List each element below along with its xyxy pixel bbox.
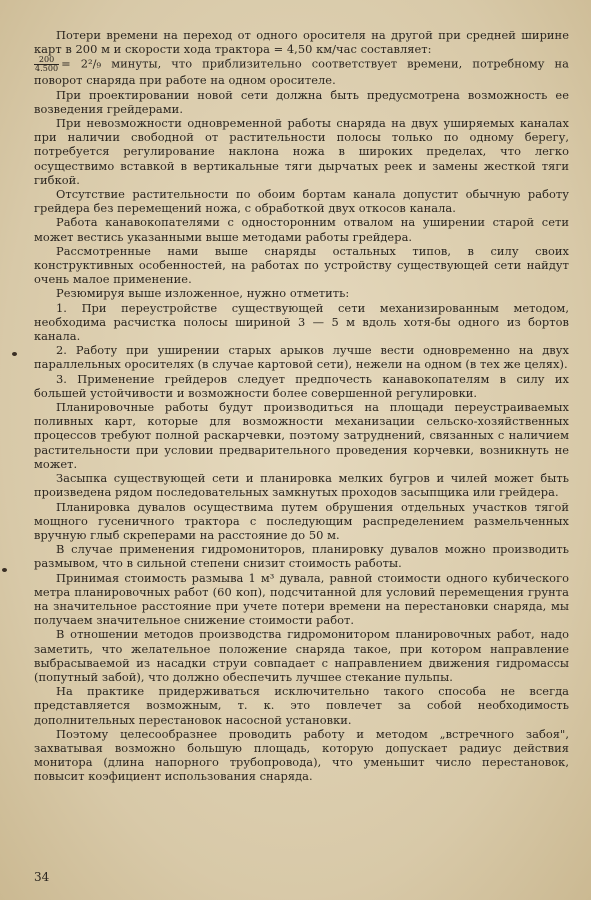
paragraph: На практике придерживаться исключительно такого способа не всегда представляется возможным, т. к. это повлечет за собой необходимость дополнительных перестановок насосной установки. <box>34 684 569 727</box>
paragraph: Резюмируя выше изложенное, нужно отметить: <box>56 286 350 301</box>
fraction-result: = 2²/₉ <box>61 56 102 71</box>
paragraph: Работа канавокопателями с односторонним отвалом на уширении старой сети может вестись указанными выше методами работы грейдера. <box>34 215 569 244</box>
paragraph: Поэтому целесообразнее проводить работу и методом „встречного забоя", захватывая возможно большую площадь, которую допускает радиус действия монитора (длина напорного трубопровода), что уменьшит число перестановок, повысит коэфициент использования снаряда. <box>34 726 569 784</box>
paragraph: Принимая стоимость размыва 1 м³ дувала, равной стоимости одного кубического метра планировочных работ (60 коп), подсчитанной для условий перемещения грунта на значительное расстояние при учете потери времени на перестановки снаряда, мы получаем значительное снижение стоимости работ. <box>34 570 569 628</box>
body-text <box>34 28 569 784</box>
page-number: 34 <box>34 870 50 884</box>
ink-spot <box>2 568 7 572</box>
paragraph: минуты, что приблизительно соответствует времени, потребному на поворот снаряда при работе на одном оросителе. <box>34 56 569 88</box>
fraction-line <box>34 56 569 87</box>
paragraph: Планировка дувалов осуществима путем обрушения отдельных участков тягой мощного гусеничного трактора с последующим распределением размельченных вручную глыб скреперами на расстояние до 50 м. <box>34 499 569 542</box>
list-item: 2. Работу при уширении старых арыков лучше вести одновременно на двух параллельных оросителях (в случае картовой сети), нежели на одном (в тех же целях). <box>34 343 569 372</box>
paragraph: Засыпка существующей сети и планировка мелких бугров и чилей может быть произведена рядом последовательных замкнутых проходов засыпщика или грейдера. <box>34 471 569 500</box>
paragraph: Планировочные работы будут производиться на площади переустраиваемых поливных карт, которые для возможности механизации сельско-хозяйственных процессов требуют полной раскарчевки, поэтому затруднений, связанных с наличием растительности при условии предварительного проведения корчевки, возникнуть не может. <box>34 400 569 471</box>
fraction <box>34 56 59 73</box>
list-item: 3. Применение грейдеров следует предпочесть канавокопателям в силу их большей устойчивости и возможности более совершенной регулировки. <box>34 371 569 400</box>
paragraph: Отсутствие растительности по обоим бортам канала допустит обычную работу грейдера без перемещений ножа, с обработкой двух откосов канала. <box>34 187 569 216</box>
paragraph: Рассмотренные нами выше снаряды остальных типов, в силу своих конструктивных особенностей, на работах по устройству существующей сети найдут очень малое применение. <box>34 243 569 287</box>
paragraph: При невозможности одновременной работы снаряда на двух уширяемых каналах при наличии свободной от растительности полосы только по одному берегу, потребуется регулирование наклона ножа в широких пределах, что легко осуществимо вставкой в вертикальные тяги дырчатых реек и замены жесткой тяги гибкой. <box>34 116 569 187</box>
fraction-denominator: 4.500 <box>35 64 59 74</box>
paragraph: Потери времени на переход от одного оросителя на другой при средней ширине карт в 200 м и скорости хода трактора = 4,50 км/час составляет: <box>34 28 569 57</box>
paragraph: В отношении методов производства гидромонитором планировочных работ, надо заметить, что желательное положение снаряда такое, при котором направление выбрасываемой из насадки струи совпадает с направлением движения гидромассы (попутный забой), что должно обеспечить лучшее стекание пульпы. <box>34 627 569 684</box>
list-item: 1. При переустройстве существующей сети механизированным методом, необходима расчистка полосы шириной 3 — 5 м вдоль хотя-бы одного из бортов канала. <box>34 300 569 344</box>
fraction-numerator: 200 <box>34 56 59 65</box>
paragraph: В случае применения гидромониторов, планировку дувалов можно производить размывом, что в сильной степени снизит стоимость работы. <box>34 542 569 571</box>
paragraph: При проектировании новой сети должна быть предусмотрена возможность ее возведения грейдерами. <box>34 87 569 116</box>
ink-spot <box>12 352 17 356</box>
